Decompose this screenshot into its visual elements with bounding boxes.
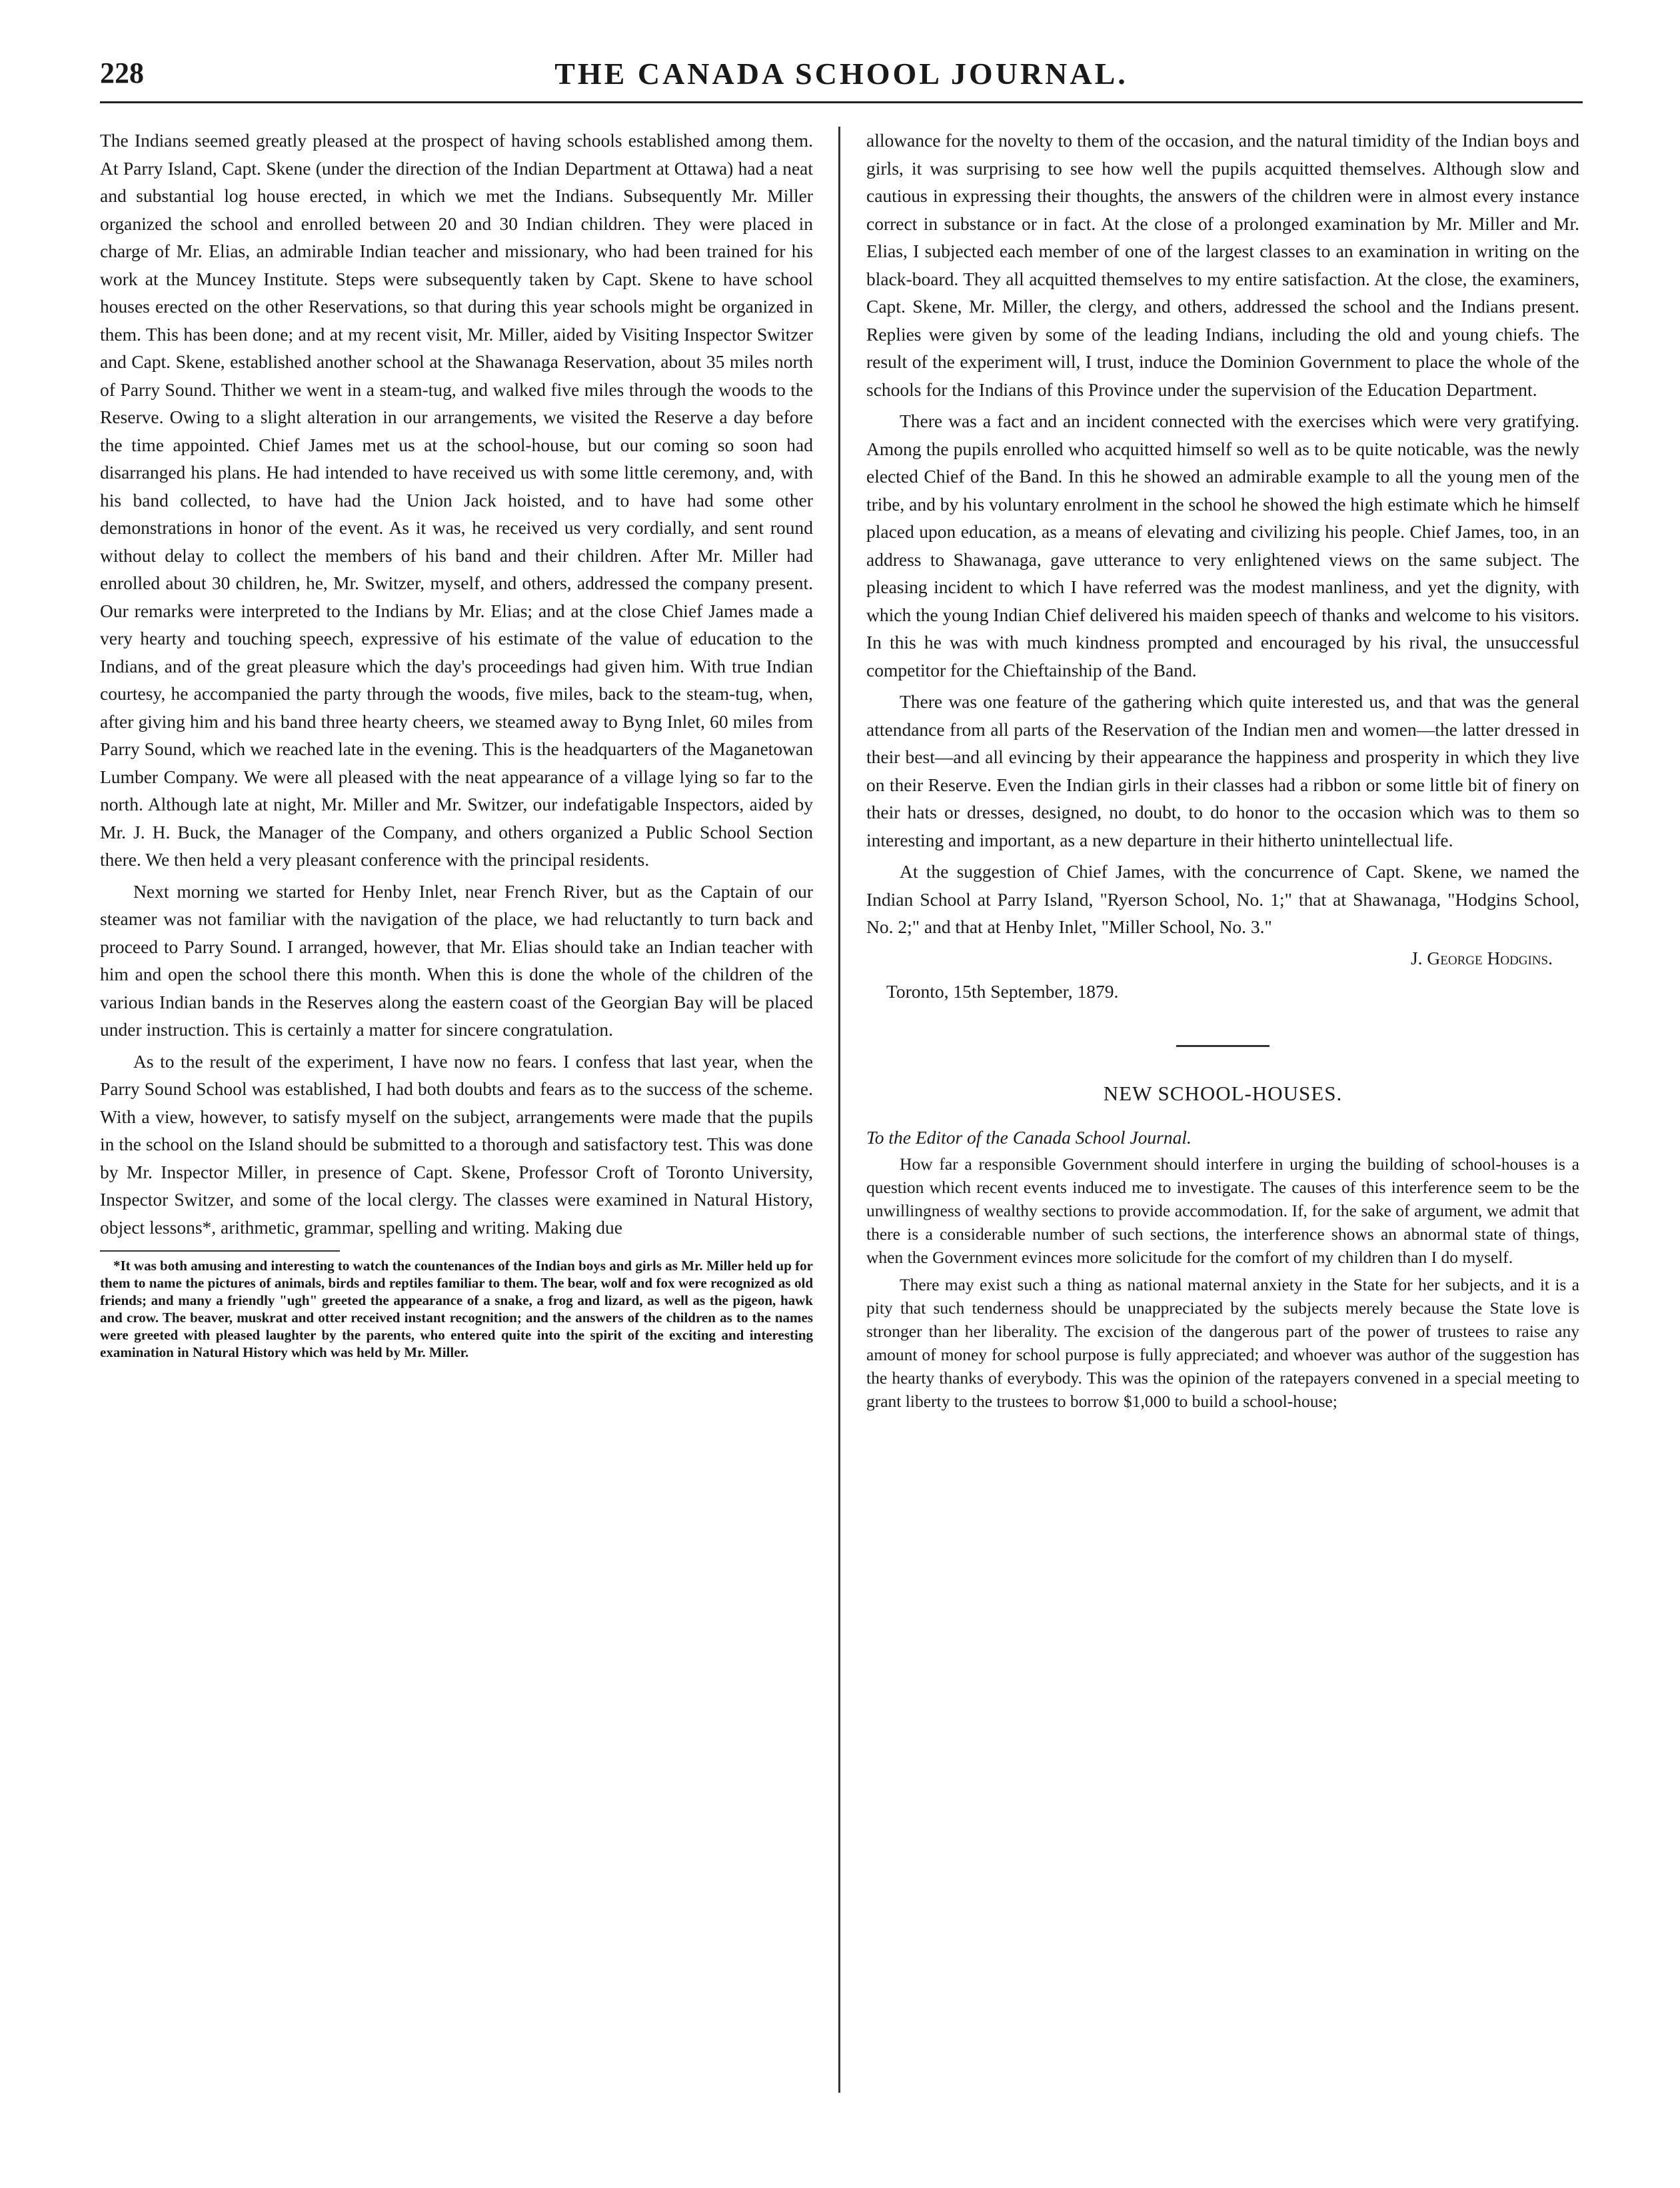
signature: J. George Hodgins.: [1410, 947, 1553, 968]
paragraph: There was one feature of the gathering which quite interested us, and that was the general attendance from all parts of the Reservation of the Indian men and women—the latter dressed in their best—and all evincing by their appearance the happiness and prosperity in which they live on their Reserve. Even the Indian girls in their classes had a ribbon or some little bit of finery on their hats or dresses, designed, no doubt, to do honor to the occasion which was to them so interesting and important, as a new departure in their hitherto unintellectual life.: [866, 691, 1579, 850]
paragraph: There was a fact and an incident connected with the exercises which were very gratifying. Among the pupils enrolled who acquitted himself so well as to be quite noticable, was the newly elected Chief of the Band. In this he showed an admirable example to all the young men of the tribe, and by his voluntary enrolment in the school he showed the high estimate which he himself placed upon education, as a means of elevating and civilizing his people. Chief James, too, in an address to Shawanaga, gave utterance to very enlightened views on the same subject. The pleasing incident to which I have referred was the modest manliness, and yet the dignity, with which the young Indian Chief delivered his maiden speech of thanks and welcome to his visitors. In this he was with much kindness prompted and encouraged by his rival, the unsuccessful competitor for the Chieftainship of the Band.: [866, 411, 1579, 680]
dateline: Toronto, 15th September, 1879.: [886, 980, 1119, 1002]
paragraph: The Indians seemed greatly pleased at the prospect of having schools established among them. At Parry Island, Capt. Skene (under the direction of the Indian Department at Ottawa) had a neat and substantial log house erected, in which we met the Indians. Subsequently Mr. Miller organized the school and enrolled between 20 and 30 Indian children. They were placed in charge of Mr. Elias, an admirable Indian teacher and missionary, who had been trained for his work at the Muncey Institute. Steps were subsequently taken by Capt. Skene to have school houses erected on the other Reservations, so that during this year schools might be organized in them. This has been done; and at my recent visit, Mr. Miller, aided by Visiting Inspector Switzer and Capt. Skene, established another school at the Shawanaga Reservation, about 35 miles north of Parry Sound. Thither we went in a steam-tug, and walked five miles through the woods to the Reserve. Owing to a slight alteration in our arrangements, we visited the Reserve a day before the time appointed. Chief James met us at the school-house, but our coming so soon had disarranged his plans. He had intended to have received us with some little ceremony, and, with his band collected, to have had the Union Jack hoisted, and to have had some other demonstrations in honor of the event. As it was, he received us very cordially, and sent round without delay to collect the members of his band and their children. After Mr. Miller had enrolled about 30 children, he, Mr. Switzer, myself, and others, addressed the company present. Our remarks were interpreted to the Indians by Mr. Elias; and at the close Chief James made a very hearty and touching speech, expressive of his estimate of the value of education to the Indians, and of the great pleasure which the day's proceedings had given him. With true Indian courtesy, he accompanied the party through the woods, five miles, back to the steam-tug, when, after giving him and his band three hearty cheers, we steamed away to Byng Inlet, 60 miles from Parry Sound, which we reached late in the evening. This is the headquarters of the Maganetowan Lumber Company. We were all pleased with the neat appearance of a village lying so far to the north. Although late at night, Mr. Miller and Mr. Switzer, our indefatigable Inspectors, aided by Mr. J. H. Buck, the Manager of the Company, and others organized a Public School Section there. We then held a very pleasant conference with the principal residents.: [100, 130, 813, 870]
salutation: To the Editor of the Canada School Journal.: [866, 1126, 1192, 1148]
column-divider: [838, 127, 840, 2093]
section-title: NEW SCHOOL-HOUSES.: [1103, 1081, 1343, 1105]
footnote-divider: [100, 1250, 340, 1252]
paragraph: As to the result of the experiment, I have now no fears. I confess that last year, when the Parry Sound School was established, I had both doubts and fears as to the success of the scheme. With a view, however, to satisfy myself on the subject, arrangements were made that the pupils in the school on the Island should be submitted to a thorough and satisfactory test. This was done by Mr. Inspector Miller, in presence of Capt. Skene, Professor Croft of Toronto University, Inspector Switzer, and some of the local clergy. The classes were examined in Natural History, object lessons*, arithmetic, grammar, spelling and writing. Making due: [100, 1050, 813, 1238]
right-column: [866, 127, 1579, 2133]
paragraph: How far a responsible Government should interfere in urging the building of school-houses is a question which recent events induced me to investigate. The causes of this interference seem to be the unwillingness of wealthy sections to provide accommodation. If, for the sake of argument, we admit that there is a considerable number of such sections, the interference shows an abnormal state of things, when the Government evinces more solicitude for the comfort of my children than I do myself.: [866, 1154, 1579, 1267]
page-header: [100, 47, 1583, 103]
left-column: [100, 127, 813, 2133]
paragraph: Next morning we started for Henby Inlet, near French River, but as the Captain of our steamer was not familiar with the navigation of the place, we had reluctantly to turn back and proceed to Parry Sound. I arranged, however, that Mr. Elias should take an Indian teacher with him and open the school there this month. When this is done the whole of the children of the various Indian bands in the Reserves along the eastern coast of the Georgian Bay will be placed under instruction. This is certainly a matter for sincere congratulation.: [100, 880, 813, 1040]
running-title: THE CANADA SCHOOL JOURNAL.: [554, 57, 1128, 91]
paragraph: At the suggestion of Chief James, with the concurrence of Capt. Skene, we named the Indian School at Parry Island, "Ryerson School, No. 1;" that at Shawanaga, "Hodgins School, No. 2;" and that at Henby Inlet, "Miller School, No. 3.": [866, 861, 1579, 937]
footnote: *It was both amusing and interesting to watch the countenances of the Indian boys and girls as Mr. Miller held up for them to name the pictures of animals, birds and reptiles familiar to them. The bear, wolf and fox were recognized as old friends; and many a friendly "ugh" greeted the appearance of a snake, a frog and lizard, as well as the pigeon, hawk and crow. The beaver, muskrat and otter received instant recognition; and the answers of the children as to the names were greeted with pleased laughter by the parents, who entered quite into the spirit of the exciting and interesting examination in Natural History which was held by Mr. Miller.: [100, 1258, 813, 1360]
article-columns: [100, 127, 1583, 2133]
page-number: 228: [100, 57, 144, 89]
paragraph: There may exist such a thing as national maternal anxiety in the State for her subjects, and it is a pity that such tenderness should be unappreciated by the subjects merely because the State love is stronger than her liberality. The excision of the dangerous part of the power of trustees to raise any amount of money for school purpose is fully appreciated; and whoever was author of the suggestion has the hearty thanks of everybody. This was the opinion of the ratepayers convened in a special meeting to grant liberty to the trustees to borrow $1,000 to build a school-house;: [866, 1274, 1579, 1411]
paragraph: allowance for the novelty to them of the occasion, and the natural timidity of the Indian boys and girls, it was surprising to see how well the pupils acquitted themselves. Although slow and cautious in expressing their thoughts, the answers of the children were in almost every instance correct in substance or in fact. At the close of a prolonged examination by Mr. Miller and Mr. Elias, I subjected each member of one of the largest classes to an examination in writing on the black-board. They all acquitted themselves to my entire satisfaction. At the close, the examiners, Capt. Skene, Mr. Miller, the clergy, and others, addressed the school and the Indians present. Replies were given by some of the leading Indians, including the old and young chiefs. The result of the experiment will, I trust, induce the Dominion Government to place the whole of the schools for the Indians of this Province under the supervision of the Education Department.: [866, 130, 1579, 400]
section-divider: [1176, 1045, 1269, 1047]
journal-page: [100, 47, 1583, 2146]
